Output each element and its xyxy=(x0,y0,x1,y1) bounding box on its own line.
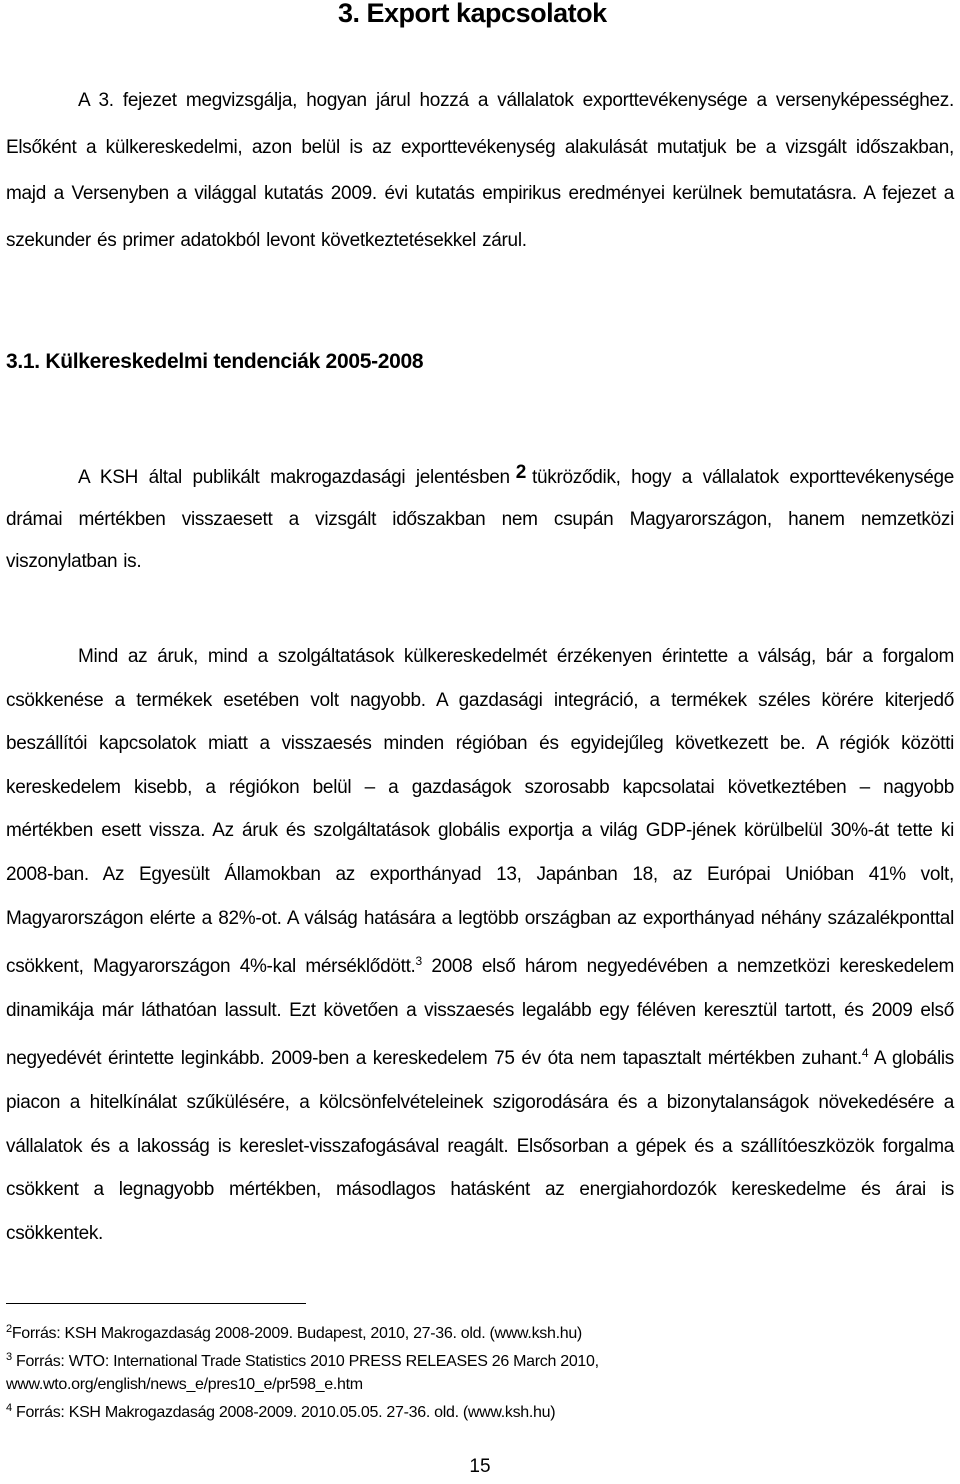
footnote-number: 4 xyxy=(6,1401,12,1414)
trade-paragraph xyxy=(6,635,954,1255)
intro-paragraph: A 3. fejezet megvizsgálja, hogyan járul hozzá a vállalatok exporttevékenysége a versenyképességhez. Elsőként a külkereskedelmi, azon belül is az exporttevékenység alakulását mutatjuk be a vizsgált időszakban, majd a Versenyben a világgal kutatás 2009. évi kutatás empirikus eredményei kerülnek bemutatásra. A fejezet a szekunder és primer adatokból levont következtetésekkel zárul. xyxy=(6,90,954,251)
trade-paragraph-text-b: 2008 első három negyedévében a nemzetközi kereskedelem dinamikája már láthatóan lassult. Ezt követően a visszaesés legalább egy féléven keresztül tartott, és 2009 első negyedévét érintette leginkább. 2009-ben a kereskedelem 75 év óta nem tapasztalt mértékben zuhant. xyxy=(6,956,954,1070)
footnote-ref-3[interactable]: 3 xyxy=(415,954,422,969)
trade-paragraph-text-c: A globális piacon a hitelkínálat szűkülésére, a kölcsönfelvételeinek szigorodására és a bizonytalanságok növekedésére a vállalatok és a lakosság is kereslet-visszafogásával reagált. Elsősorban a gépek és a szállítóeszközök forgalma csökkent a legnagyobb mértékben, másodlagos hatásként az energiahordozók kereskedelme és árai is csökkentek. xyxy=(6,1048,954,1244)
footnote-4 xyxy=(6,1397,954,1425)
ksh-paragraph-text-b: tükröződik, hogy a vállalatok exporttevékenysége drámai mértékben visszaesett a vizsgált időszakban nem csupán Magyarországon, hanem nemzetközi viszonylatban is. xyxy=(6,467,954,572)
chapter-title: 3. Export kapcsolatok xyxy=(338,0,607,28)
footnote-text: Forrás: KSH Makrogazdaság 2008-2009. Budapest, 2010, 27-36. old. (www.ksh.hu) xyxy=(11,1325,582,1342)
footnote-text: Forrás: KSH Makrogazdaság 2008-2009. 2010.05.05. 27-36. old. (www.ksh.hu) xyxy=(11,1403,556,1421)
ksh-paragraph-text-a: A KSH által publikált makrogazdasági jelentésben xyxy=(78,467,510,488)
footnote-ref-4[interactable]: 4 xyxy=(861,1046,869,1061)
footnote-ref-2[interactable]: 2 xyxy=(515,462,527,483)
footnote-text: Forrás: WTO: International Trade Statistics 2010 PRESS RELEASES 26 March 2010, www.wto.org/english/news_e/pres10_e/pr598_e.htm xyxy=(6,1352,599,1393)
trade-paragraph-text-a: Mind az áruk, mind a szolgáltatások külkereskedelmét érzékenyen érintette a válság, bár a forgalom csökkenése a termékek esetében volt nagyobb. A gazdasági integráció, a termékek széles körére kiterjedő beszállítói kapcsolatok miatt a visszaesés minden régióban és egyidejűleg következett be. A régiók közötti kereskedelem kisebb, a régiókon belül – a gazdaságok szorosabb kapcsolatai következtében – nagyobb mértékben esett vissza. Az áruk és szolgáltatások globális exportja a világ GDP-jének körülbelül 30%-át tette ki 2008-ban. Az Egyesült Államokban az exporthányad 13, Japánban 18, az Európai Unióban 41% volt, Magyarországon elérte a 82%-ot. A válság hatására a legtöbb országban az exporthányad néhány százalékponttal csökkent, Magyarországon 4%-kal mérséklődött. xyxy=(6,646,954,978)
footnote-3 xyxy=(6,1346,954,1397)
footnote-number: 2 xyxy=(6,1323,12,1335)
footnotes xyxy=(6,1318,954,1424)
footnote-number: 3 xyxy=(6,1350,12,1363)
ksh-paragraph xyxy=(6,452,954,583)
footnote-2 xyxy=(6,1318,954,1346)
footnote-divider xyxy=(6,1303,306,1304)
section-heading: 3.1. Külkereskedelmi tendenciák 2005-2008 xyxy=(6,350,424,373)
page-number: 15 xyxy=(469,1456,491,1477)
